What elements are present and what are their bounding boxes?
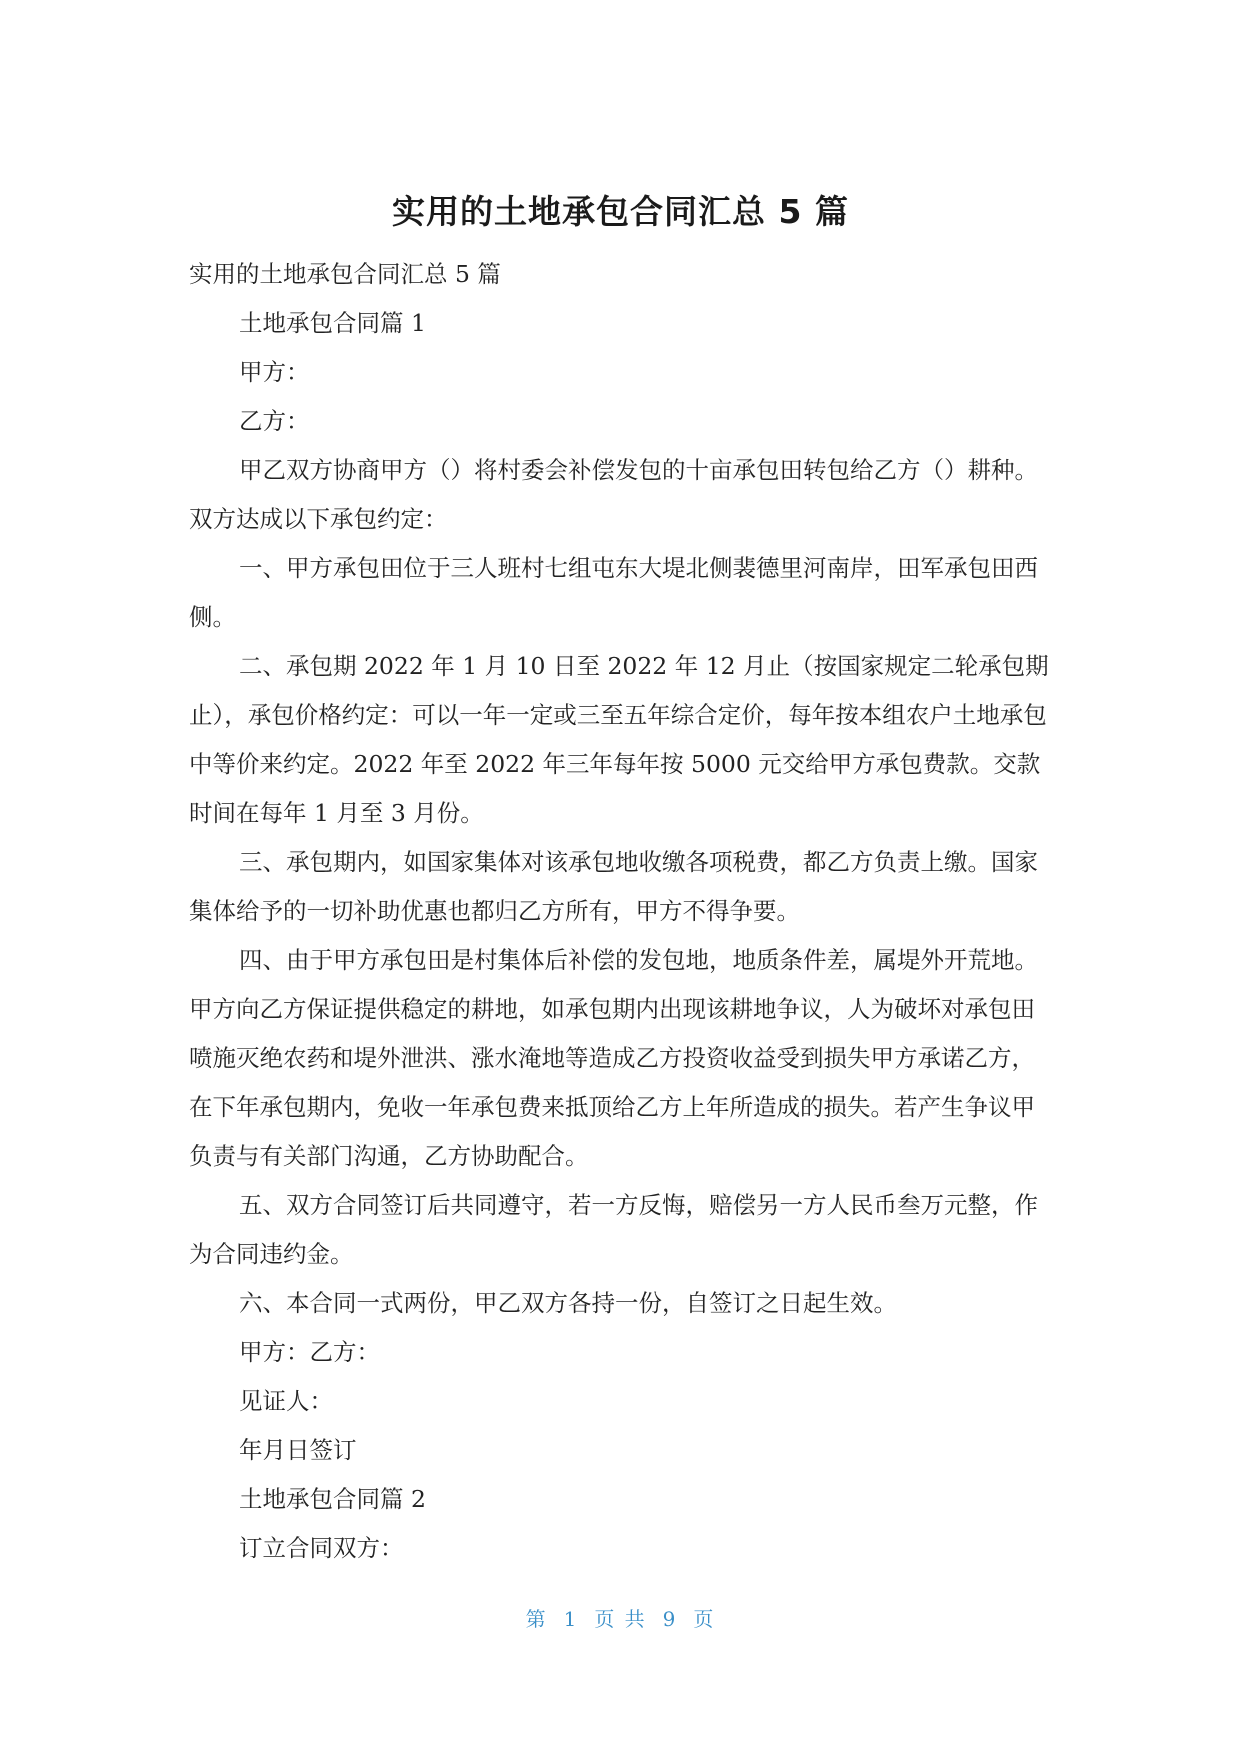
party-b-line: 乙方： xyxy=(239,407,310,435)
section-heading-2: 土地承包合同篇 2 xyxy=(239,1485,426,1513)
intro-paragraph: 甲乙双方协商甲方（）将村委会补偿发包的十亩承包田转包给乙方（）耕种。双方达成以下承包约定： xyxy=(189,456,1038,533)
clause-3: 三、承包期内，如国家集体对该承包地收缴各项税费，都乙方负责上缴。国家集体给予的一切补助优惠也都归乙方所有，甲方不得争要。 xyxy=(189,848,1038,925)
signature-line: 甲方：乙方： xyxy=(239,1338,380,1366)
document-body xyxy=(189,250,1049,1573)
footer-suffix: 页 xyxy=(693,1607,716,1631)
clause-1: 一、甲方承包田位于三人班村七组屯东大堤北侧裴德里河南岸，田军承包田西侧。 xyxy=(189,554,1038,631)
contract-parties-line: 订立合同双方： xyxy=(239,1534,404,1562)
document-subtitle: 实用的土地承包合同汇总 5 篇 xyxy=(189,260,501,288)
clause-6: 六、本合同一式两份，甲乙双方各持一份，自签订之日起生效。 xyxy=(239,1289,897,1317)
clause-2: 二、承包期 2022 年 1 月 10 日至 2022 年 12 月止（按国家规定二轮承包期止），承包价格约定：可以一年一定或三至五年综合定价，每年按本组农户土地承包中等价来约定。2022 年至 2022 年三年每年按 5000 元交给甲方承包费款。交款时间在每年 1 月至 3 月份。 xyxy=(189,652,1049,827)
footer-total-pages: 9 xyxy=(662,1607,678,1631)
clause-4: 四、由于甲方承包田是村集体后补偿的发包地，地质条件差，属堤外开荒地。甲方向乙方保证提供稳定的耕地，如承包期内出现该耕地争议，人为破坏对承包田喷施灭绝农药和堤外泄洪、涨水淹地等造成乙方投资收益受到损失甲方承诺乙方，在下年承包期内，免收一年承包费来抵顶给乙方上年所造成的损失。若产生争议甲负责与有关部门沟通，乙方协助配合。 xyxy=(189,946,1038,1170)
clause-5: 五、双方合同签订后共同遵守，若一方反悔，赔偿另一方人民币叁万元整，作为合同违约金。 xyxy=(189,1191,1038,1268)
witness-line: 见证人： xyxy=(239,1387,333,1415)
section-heading: 土地承包合同篇 1 xyxy=(239,309,426,337)
document-title: 实用的土地承包合同汇总 5 篇 xyxy=(392,192,849,231)
footer-current-page: 1 xyxy=(563,1607,579,1631)
footer-prefix: 第 xyxy=(525,1607,548,1631)
party-a-line: 甲方： xyxy=(239,358,310,386)
page-footer xyxy=(0,1603,1241,1632)
footer-middle: 页 共 xyxy=(594,1607,647,1631)
date-line: 年月日签订 xyxy=(239,1436,357,1464)
